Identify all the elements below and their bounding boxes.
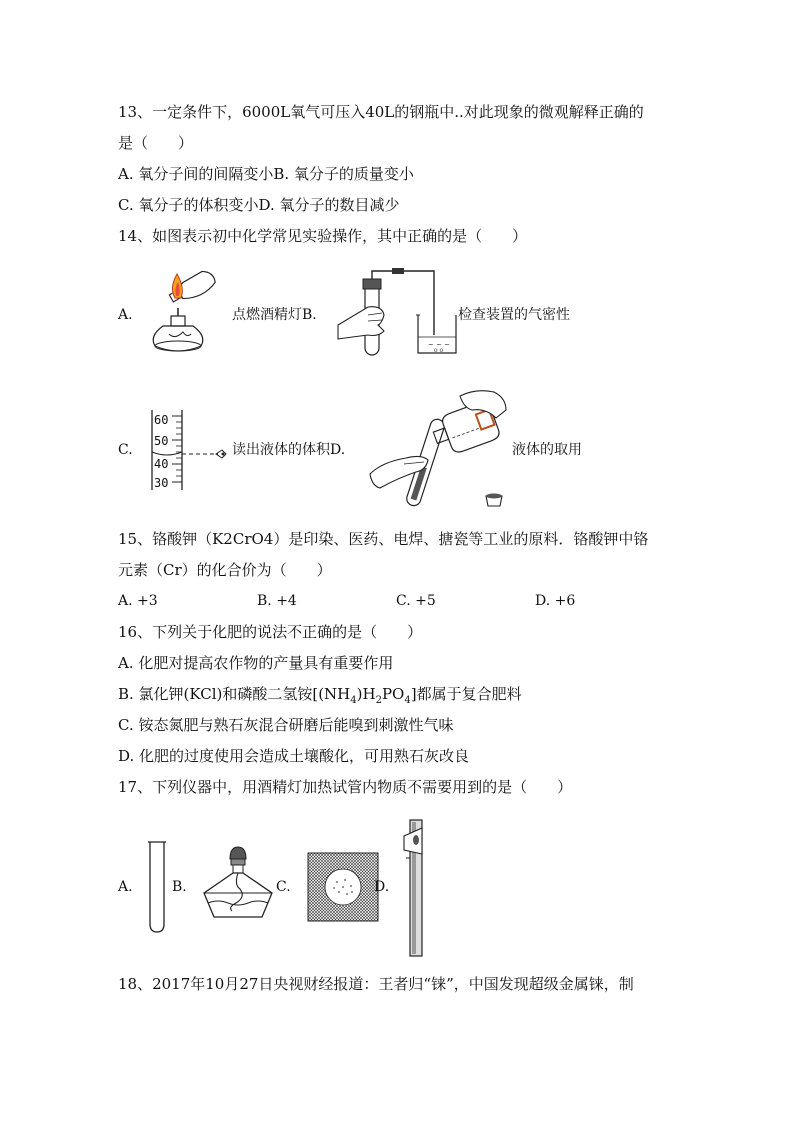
q14-option-b-text: 检查装置的气密性 — [458, 307, 570, 323]
q15-option-c: C. +5 — [396, 593, 436, 609]
test-tube-holder-image — [398, 818, 434, 958]
q13-stem-line1: 13、一定条件下，6000L氧气可压入40L的钢瓶中..对此现象的微观解释正确的 — [118, 103, 644, 121]
test-tube-image — [147, 840, 167, 934]
q14-stem: 14、如图表示初中化学常见实验操作，其中正确的是（ ） — [118, 227, 528, 245]
q15-option-a: A. +3 — [118, 593, 158, 609]
q14-option-c-text: 读出液体的体积D. — [232, 442, 346, 458]
q16-option-b-sub3: 4 — [404, 695, 411, 706]
q16-option-b-post: ]都属于复合肥料 — [410, 685, 522, 703]
q13-option-cd: C. 氧分子的体积变小D. 氧分子的数目减少 — [118, 196, 400, 214]
q15-option-d: D. +6 — [535, 593, 576, 609]
q17-option-c-label: C. — [276, 879, 291, 895]
svg-text:o o: o o — [434, 347, 444, 354]
q13-option-ab: A. 氧分子间的间隔变小B. 氧分子的质量变小 — [118, 165, 414, 183]
q16-stem: 16、下列关于化肥的说法不正确的是（ ） — [118, 623, 423, 641]
q16-option-a: A. 化肥对提高农作物的产量具有重要作用 — [118, 654, 394, 672]
q17-option-b-label: B. — [172, 879, 187, 895]
q14-option-d-text: 液体的取用 — [512, 442, 582, 458]
q16-option-b — [118, 684, 522, 711]
q17-stem: 17、下列仪器中，用酒精灯加热试管内物质不需要用到的是（ ） — [118, 778, 573, 796]
q16-option-b-pre: B. 氯化钾(KCl)和磷酸二氢铵[(NH — [118, 685, 351, 703]
liquid-pouring-image — [368, 388, 516, 510]
svg-text:~ ~ ~: ~ ~ ~ — [428, 341, 451, 349]
q15-stem-line1: 15、铬酸钾（K2CrO4）是印染、医药、电焊、搪瓷等工业的原料．铬酸钾中铬 — [118, 530, 649, 548]
alcohol-lamp-lighting-image — [145, 268, 230, 360]
cylinder-tick-60: 60 — [154, 413, 169, 427]
q16-option-d: D. 化肥的过度使用会造成土壤酸化，可用熟石灰改良 — [118, 747, 470, 765]
q18-stem: 18、2017年10月27日央视财经报道：王者归“铼”，中国发现超级金属铼，制 — [118, 975, 634, 993]
q16-option-b-mid: )H — [356, 685, 376, 703]
q14-option-a-label: A. — [118, 307, 133, 323]
q17-option-d-label: D. — [374, 879, 390, 895]
cylinder-tick-50: 50 — [154, 434, 169, 448]
q16-option-b-sub1: 4 — [350, 695, 357, 706]
q16-option-b-sub2: 2 — [375, 695, 382, 706]
airtightness-check-image — [338, 265, 468, 360]
q15-stem-line2: 元素（Cr）的化合价为（ ） — [118, 561, 332, 579]
q17-option-a-label: A. — [118, 879, 133, 895]
cylinder-tick-40: 40 — [154, 457, 169, 471]
q16-option-c: C. 铵态氮肥与熟石灰混合研磨后能嗅到刺激性气味 — [118, 716, 454, 734]
asbestos-gauze-image — [307, 852, 379, 922]
q14-option-c-label: C. — [118, 442, 133, 458]
cylinder-tick-30: 30 — [154, 476, 169, 490]
q14-option-a-text: 点燃酒精灯B. — [232, 307, 317, 323]
q15-option-b: B. +4 — [257, 593, 297, 609]
q16-option-b-mid2: PO — [381, 685, 405, 703]
q13-stem-line2: 是（ ） — [118, 134, 194, 152]
alcohol-lamp-image — [198, 845, 278, 920]
